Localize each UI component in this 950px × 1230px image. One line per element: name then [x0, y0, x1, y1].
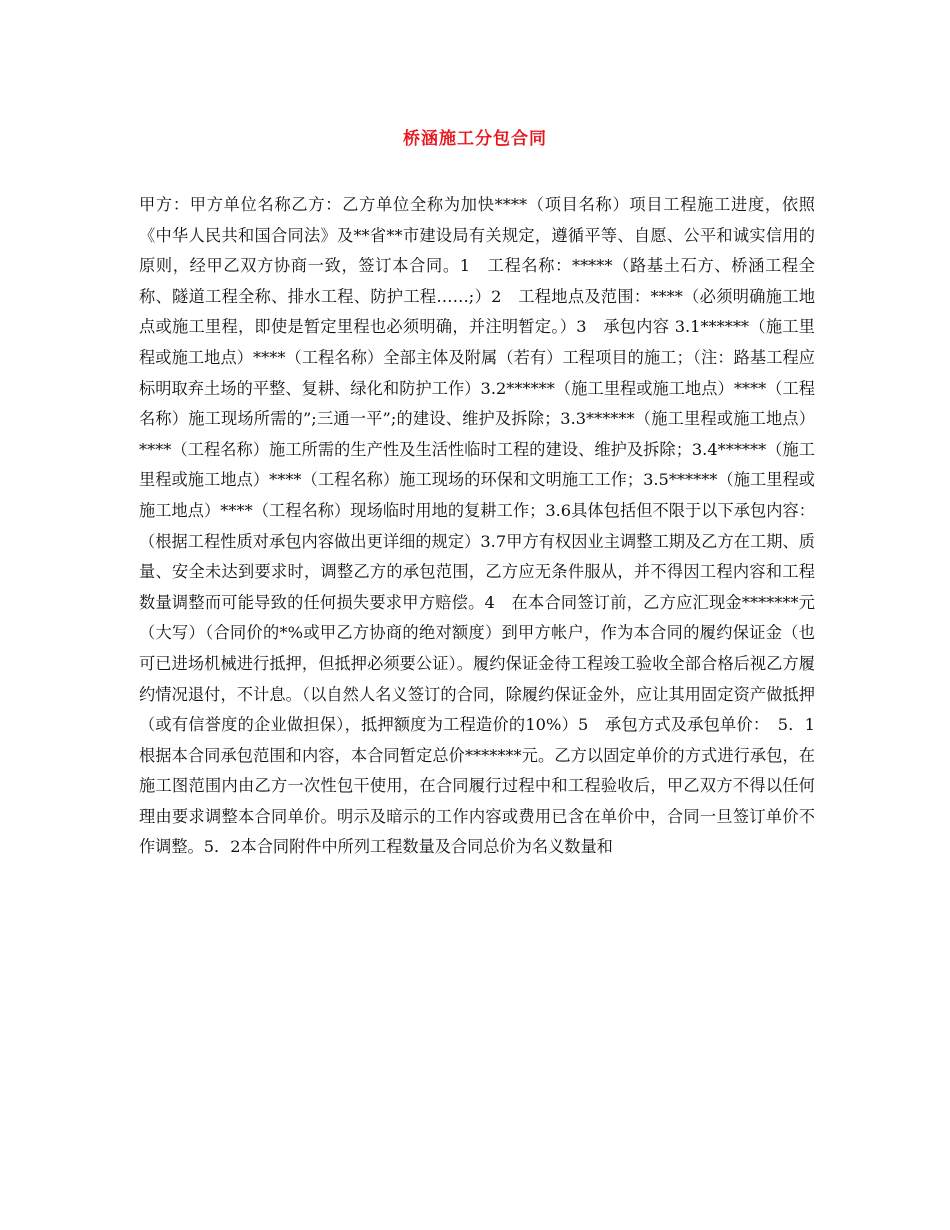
document-body-text: 甲方：甲方单位名称乙方：乙方单位全称为加快****（项目名称）项目工程施工进度，依照《中华人民共和国合同法》及**省**市建设局有关规定，遵循平等、自愿、公平和诚实信用的原则，经甲乙双方协商一致，签订本合同。1 工程名称：*****（路基土石方、桥涵工程全称、隧道工程全称、排水工程、防护工程……;）2 工程地点及范围：****（必须明确施工地点或施工里程，即使是暂定里程也必须明确，并注明暂定。）3 承包内容 3.1******（施工里程或施工地点）****（工程名称）全部主体及附属（若有）工程项目的施工；（注：路基工程应标明取弃土场的平整、复耕、绿化和防护工作）3.2******（施工里程或施工地点）****（工程名称）施工现场所需的”;三通一平”;的建设、维护及拆除；3.3******（施工里程或施工地点）****（工程名称）施工所需的生产性及生活性临时工程的建设、维护及拆除；3.4******（施工里程或施工地点）****（工程名称）施工现场的环保和文明施工工作；3.5******（施工里程或施工地点）****（工程名称）现场临时用地的复耕工作；3.6具体包括但不限于以下承包内容：（根据工程性质对承包内容做出更详细的规定）3.7甲方有权因业主调整工期及乙方在工期、质量、安全未达到要求时，调整乙方的承包范围，乙方应无条件服从，并不得因工程内容和工程数量调整而可能导致的任何损失要求甲方赔偿。4 在本合同签订前，乙方应汇现金*******元（大写）（合同价的*%或甲乙方协商的绝对额度）到甲方帐户，作为本合同的履约保证金（也可已进场机械进行抵押，但抵押必须要公证）。履约保证金待工程竣工验收全部合格后视乙方履约情况退付，不计息。（以自然人名义签订的合同，除履约保证金外，应让其用固定资产做抵押（或有信誉度的企业做担保），抵押额度为工程造价的10%）5 承包方式及承包单价： 5．1根据本合同承包范围和内容，本合同暂定总价*******元。乙方以固定单价的方式进行承包，在施工图范围内由乙方一次性包干使用，在合同履行过程中和工程验收后，甲乙双方不得以任何理由要求调整本合同单价。明示及暗示的工作内容或费用已含在单价中，合同一旦签订单价不作调整。5．2本合同附件中所列工程数量及合同总价为名义数量和: [139, 195, 815, 857]
document-title: 桥涵施工分包合同: [403, 129, 547, 149]
